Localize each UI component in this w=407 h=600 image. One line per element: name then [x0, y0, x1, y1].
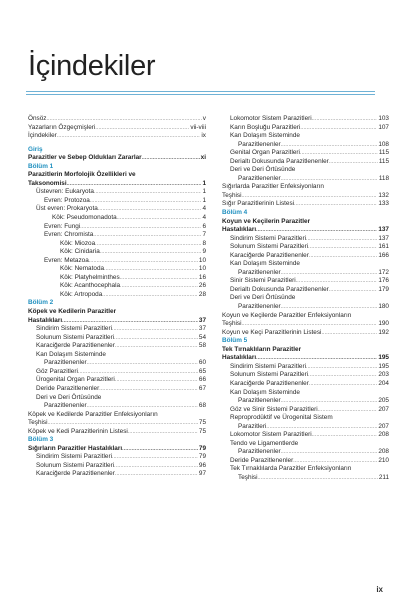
toc-leader-dots [312, 431, 378, 440]
toc-entry-title: Derialtı Dokusunda Parazitlenenler [230, 157, 329, 165]
page-number: ix [376, 585, 383, 594]
toc-entry-page: 166 [378, 251, 389, 259]
toc-leader-dots [300, 149, 378, 158]
toc-entry-title: Teşhisi [222, 191, 242, 199]
toc-entry-title: Deride Parazitlenenler [36, 384, 100, 392]
toc-entry [28, 132, 206, 141]
toc-entry-page: 58 [198, 342, 206, 350]
toc-heading-entry [222, 226, 389, 235]
toc-entry [28, 325, 206, 334]
toc-entry-title: Teşhisi [238, 473, 258, 481]
toc-leader-dots [242, 192, 378, 201]
toc-entry [28, 248, 206, 257]
toc-entry-title: Hastalıkları [222, 354, 257, 362]
toc-entry-page: 4 [202, 205, 206, 213]
toc-entry-page: 54 [198, 333, 206, 341]
title-rule-top [26, 91, 375, 92]
toc-entry-page: 132 [378, 191, 389, 199]
toc-leader-dots [48, 419, 198, 428]
toc-leader-dots [294, 200, 377, 209]
toc-entry [28, 291, 206, 300]
toc-entry [222, 269, 389, 278]
toc-left-column [28, 115, 206, 479]
toc-entry-title: Parazitlenenler [238, 303, 281, 311]
toc-part-label: Bölüm 3 [28, 436, 54, 444]
toc-leader-dots [62, 317, 198, 326]
toc-heading-entry [28, 445, 206, 454]
toc-entry-title: Sinir Sistemi Parazitleri [230, 277, 296, 285]
toc-entry [28, 231, 206, 240]
toc-entry-title: Parazitlenenler [44, 359, 87, 367]
toc-entry-page: 96 [198, 461, 206, 469]
toc-part-label: Bölüm 5 [222, 337, 248, 345]
toc-heading-line: Tek Tırnaklıların Parazitler [222, 345, 302, 353]
toc-entry [222, 371, 389, 380]
toc-entry-page: 97 [198, 470, 206, 478]
toc-entry-title: Derialtı Dokusunda Parazitlenenler [230, 285, 329, 293]
toc-entry-line: Kan Dolaşım Sisteminde [36, 350, 106, 358]
toc-part-label: Bölüm 4 [222, 209, 248, 217]
toc-leader-dots [102, 291, 198, 300]
toc-entry-title: Karaciğerde Parazitlenenler [230, 379, 309, 387]
toc-entry [222, 423, 389, 432]
toc-leader-dots [117, 214, 202, 223]
toc-entry-title: Evren: Protozoa [44, 196, 90, 204]
toc-entry-title: Karın Boşluğu Parazitleri [230, 123, 301, 131]
toc-heading-line: Köpek ve Kedilerin Parazitler [28, 308, 117, 316]
toc-entry [222, 115, 389, 124]
toc-entry-page: 9 [202, 248, 206, 256]
toc-entry-title: Hastalıkları [28, 316, 63, 324]
toc-leader-dots [242, 320, 378, 329]
toc-entry-page: 204 [378, 379, 389, 387]
toc-entry [28, 257, 206, 266]
toc-entry-page: 16 [198, 273, 206, 281]
toc-entry-line: Reproprodüktif ve Ürogenital Sistem [230, 414, 333, 422]
toc-entry-title: Parazitlenenler [238, 397, 281, 405]
toc-leader-dots [120, 274, 198, 283]
toc-entry-title: Hastalıkları [222, 226, 257, 234]
toc-entry-title: Parazitlenenler [238, 140, 281, 148]
toc-entry-title: Köpek ve Kedi Parazitlerinin Listesi [28, 427, 128, 435]
toc-entry-title: Kök: Platyhelminthes [60, 273, 120, 281]
toc-entry-page: 65 [198, 367, 206, 375]
toc-entry-title: Solunum Sistemi Parazitleri [36, 461, 115, 469]
toc-entry-title: Evren: Metazoa [44, 256, 89, 264]
toc-right-column [222, 115, 389, 483]
toc-entry-title: Teşhisi [222, 320, 242, 328]
toc-entry [28, 419, 206, 428]
toc-heading-entry [28, 317, 206, 326]
toc-entry-page: 79 [198, 444, 206, 452]
toc-entry [28, 453, 206, 462]
toc-entry-title: Lokomotor Sistem Parazitleri [230, 431, 312, 439]
toc-entry-page: 7 [202, 231, 206, 239]
toc-leader-dots [312, 115, 378, 124]
toc-entry-page: 1 [202, 179, 206, 187]
toc-leader-dots [89, 257, 198, 266]
toc-entry-page: 10 [198, 256, 206, 264]
toc-entry-page: 60 [198, 359, 206, 367]
toc-entry [28, 470, 206, 479]
toc-entry [222, 320, 389, 329]
toc-entry-page: 66 [198, 376, 206, 384]
toc-entry [222, 124, 389, 133]
toc-entry-title: Göz ve Sinir Sistemi Parazitleri [230, 405, 318, 413]
toc-entry [222, 457, 389, 466]
toc-entry-title: İçindekiler [28, 132, 57, 140]
toc-entry-page: 137 [378, 226, 389, 234]
toc-entry-title: Koyun ve Keçi Parazitlerinin Listesi [222, 328, 322, 336]
toc-entry-title: Kök: Artropoda [60, 290, 103, 298]
toc-entry-title: Karaciğerde Parazitlenenler [36, 470, 115, 478]
toc-leader-dots [115, 342, 198, 351]
toc-entry-page: 37 [198, 325, 206, 333]
toc-leader-dots [256, 354, 377, 363]
toc-entry-page: 172 [378, 268, 389, 276]
toc-entry [222, 252, 389, 261]
toc-leader-dots [46, 115, 201, 124]
toc-entry-line: Köpek ve Kedilerde Parazitler Enfeksiyonların [28, 410, 158, 418]
toc-entry-page: 6 [202, 222, 206, 230]
toc-entry-title: Lokomotor Sistem Parazitleri [230, 115, 312, 122]
toc-entry-page: 118 [378, 174, 389, 182]
toc-entry [222, 380, 389, 389]
toc-entry-title: Parazitlenenler [44, 402, 87, 410]
toc-entry-page: 103 [378, 115, 389, 122]
toc-entry-title: Solunum Sistemi Parazitleri [230, 371, 309, 379]
toc-entry [28, 265, 206, 274]
toc-entry-page: 75 [198, 419, 206, 427]
toc-entry [222, 431, 389, 440]
toc-heading-line: Parazitlerin Morfolojik Özellikleri ve [28, 171, 136, 179]
toc-entry-page: 203 [378, 371, 389, 379]
toc-entry [28, 240, 206, 249]
toc-leader-dots [93, 231, 201, 240]
toc-entry-title: Kök: Nematoda [60, 265, 105, 273]
toc-leader-dots [281, 141, 378, 150]
toc-entry-line: Tek Tırnaklılarda Parazitler Enfeksiyonların [230, 465, 352, 473]
toc-entry-title: Kök: Cinidaria [60, 248, 100, 256]
toc-entry-page: 207 [378, 405, 389, 413]
toc-entry [28, 334, 206, 343]
toc-entry-page: vii-viii [190, 123, 206, 131]
toc-leader-dots [281, 303, 378, 312]
toc-part-label: Bölüm 2 [28, 299, 54, 307]
toc-leader-dots [128, 428, 198, 437]
toc-entry [28, 342, 206, 351]
toc-leader-dots [104, 265, 198, 274]
toc-entry-title: Yazarların Özgeçmişleri [28, 123, 96, 131]
toc-leader-dots [115, 470, 198, 479]
toc-entry-page: 190 [378, 320, 389, 328]
toc-entry-page: 68 [198, 402, 206, 410]
toc-entry-line: Deri ve Deri Örtüsünde [230, 294, 296, 302]
toc-entry [28, 428, 206, 437]
toc-entry-title: Parazitler ve Sebep Oldukları Zararlar [28, 154, 142, 162]
toc-entry-line: Kan Dolaşım Sisteminde [230, 132, 300, 140]
toc-leader-dots [122, 445, 198, 454]
toc-entry-page: 1 [202, 188, 206, 196]
toc-entry-page: 37 [198, 316, 206, 324]
toc-leader-dots [266, 423, 377, 432]
toc-entry-page: v [202, 115, 206, 122]
toc-entry-page: 208 [378, 448, 389, 456]
toc-entry [222, 277, 389, 286]
toc-entry-page: 205 [378, 397, 389, 405]
toc-entry-page: 210 [378, 456, 389, 464]
toc-leader-dots [329, 286, 378, 295]
toc-leader-dots [293, 457, 377, 466]
toc-entry [28, 214, 206, 223]
toc-entry-page: 207 [378, 422, 389, 430]
toc-entry [28, 274, 206, 283]
toc-entry [28, 188, 206, 197]
toc-entry-line: Deri ve Deri Örtüsünde [230, 166, 296, 174]
toc-entry-title: Sindirim Sistemi Parazitleri [36, 453, 112, 461]
toc-leader-dots [112, 325, 198, 334]
toc-entry-title: Önsöz [28, 115, 47, 122]
toc-entry [222, 200, 389, 209]
toc-entry-title: Genital Organ Parazitleri [230, 149, 300, 157]
toc-entry-page: 1 [202, 196, 206, 204]
toc-leader-dots [281, 175, 378, 184]
toc-entry-page: 195 [378, 362, 389, 370]
toc-leader-dots [281, 448, 378, 457]
toc-entry [28, 124, 206, 133]
toc-entry-title: Karaciğerde Parazitlenenler [230, 251, 309, 259]
toc-leader-dots [308, 371, 377, 380]
toc-entry-page: 133 [378, 200, 389, 208]
toc-entry-page: 161 [378, 243, 389, 251]
toc-entry [28, 462, 206, 471]
toc-entry-title: Kök: Miozoa [60, 239, 96, 247]
toc-heading-entry [28, 154, 206, 163]
toc-entry-page: 180 [378, 303, 389, 311]
toc-leader-dots [94, 188, 202, 197]
toc-entry-line: Sığırlarda Parazitler Enfeksiyonların [222, 183, 324, 191]
toc-entry-page: 4 [202, 214, 206, 222]
toc-leader-dots [306, 363, 377, 372]
toc-leader-dots [90, 197, 202, 206]
page-title: İçindekiler [28, 50, 156, 82]
toc-entry [222, 406, 389, 415]
toc-entry-title: Evren: Chromista [44, 231, 94, 239]
toc-entry [28, 205, 206, 214]
toc-entry [222, 303, 389, 312]
toc-entry-title: Üst evren: Prokaryota [36, 205, 98, 213]
toc-leader-dots [281, 269, 378, 278]
toc-entry-title: Göz Parazitleri [36, 367, 78, 375]
toc-entry-title: Taksonomisi [28, 179, 67, 187]
toc-entry-line: Tendo ve Ligamentlerde [230, 439, 299, 447]
toc-leader-dots [296, 277, 378, 286]
toc-entry-page: 8 [202, 239, 206, 247]
toc-entry-page: 10 [198, 265, 206, 273]
toc-entry [28, 376, 206, 385]
toc-leader-dots [114, 334, 198, 343]
toc-entry [28, 115, 206, 124]
toc-entry-page: 211 [378, 473, 389, 481]
toc-entry [222, 448, 389, 457]
toc-entry [28, 385, 206, 394]
toc-entry [222, 175, 389, 184]
toc-entry-page: 179 [378, 285, 389, 293]
toc-entry-title: Solunum Sistemi Parazitleri [36, 333, 115, 341]
toc-entry-title: Sindirim Sistemi Parazitleri [230, 362, 306, 370]
toc-entry [222, 192, 389, 201]
toc-leader-dots [95, 124, 189, 133]
toc-entry [28, 282, 206, 291]
toc-heading-line: Koyun ve Keçilerin Parazitler [222, 217, 311, 225]
toc-entry-page: 208 [378, 431, 389, 439]
toc-entry-title: Parazitlenenler [238, 268, 281, 276]
toc-entry-line: Kan Dolaşım Sisteminde [230, 388, 300, 396]
toc-entry [222, 329, 389, 338]
toc-entry-title: Teşhisi [28, 419, 48, 427]
toc-entry-title: Sindirim Sistemi Parazitleri [230, 234, 306, 242]
toc-heading-entry [222, 354, 389, 363]
toc-entry [28, 359, 206, 368]
toc-entry-line: Deri ve Deri Örtüsünde [36, 393, 102, 401]
toc-entry-page: xi [200, 154, 206, 162]
toc-entry-page: 137 [378, 234, 389, 242]
toc-leader-dots [258, 474, 378, 483]
toc-entry-page: 115 [378, 149, 389, 157]
toc-leader-dots [256, 226, 377, 235]
toc-leader-dots [95, 240, 201, 249]
toc-leader-dots [87, 402, 198, 411]
toc-entry [222, 397, 389, 406]
toc-entry-page: 176 [378, 277, 389, 285]
toc-leader-dots [100, 248, 202, 257]
toc-leader-dots [115, 376, 198, 385]
toc-leader-dots [142, 154, 200, 163]
toc-entry [222, 158, 389, 167]
toc-entry-title: Üstevren: Eukaryota [36, 188, 94, 196]
toc-entry-page: 28 [198, 290, 206, 298]
toc-entry [28, 223, 206, 232]
toc-leader-dots [99, 385, 198, 394]
toc-leader-dots [112, 453, 198, 462]
toc-entry-page: 26 [198, 282, 206, 290]
toc-leader-dots [300, 124, 377, 133]
toc-entry-title: Parazitleri [238, 422, 267, 430]
toc-entry-page: 192 [378, 328, 389, 336]
toc-leader-dots [308, 243, 377, 252]
toc-entry-page: 79 [198, 453, 206, 461]
toc-entry-page: 67 [198, 384, 206, 392]
toc-entry-title: Ürogenital Organ Parazitleri [36, 376, 115, 384]
toc-entry [222, 235, 389, 244]
toc-leader-dots [281, 397, 378, 406]
toc-entry [28, 402, 206, 411]
toc-leader-dots [114, 462, 198, 471]
toc-leader-dots [57, 132, 201, 141]
toc-entry-page: 107 [378, 123, 389, 131]
toc-entry-title: Sığır Parazitlerinin Listesi [222, 200, 295, 208]
toc-leader-dots [80, 223, 201, 232]
toc-entry [222, 243, 389, 252]
toc-entry-title: Parazitlenenler [238, 174, 281, 182]
toc-leader-dots [309, 252, 377, 261]
toc-entry [222, 363, 389, 372]
title-rule-bottom [26, 94, 375, 95]
toc-entry-title: Kök: Pseudomonadota [52, 214, 117, 222]
toc-entry-title: Deride Parazitlenenler [230, 456, 294, 464]
toc-leader-dots [329, 158, 378, 167]
toc-entry-title: Evren: Fungi [44, 222, 81, 230]
toc-entry-title: Parazitlenenler [238, 448, 281, 456]
toc-entry-page: ix [201, 132, 206, 140]
toc-leader-dots [87, 359, 198, 368]
toc-entry-page: 115 [378, 157, 389, 165]
toc-leader-dots [120, 282, 198, 291]
toc-entry-title: Sindirim Sistemi Parazitleri [36, 325, 112, 333]
toc-leader-dots [98, 205, 202, 214]
toc-entry-line: Kan Dolaşım Sisteminde [230, 260, 300, 268]
toc-leader-dots [309, 380, 377, 389]
toc-part-label: Bölüm 1 [28, 162, 54, 170]
toc-entry [222, 149, 389, 158]
toc-entry [222, 141, 389, 150]
toc-entry-title: Karaciğerde Parazitlenenler [36, 342, 115, 350]
toc-entry [222, 474, 389, 483]
toc-leader-dots [306, 235, 377, 244]
toc-entry-line: Koyun ve Keçilerde Parazitler Enfeksiyonların [222, 311, 352, 319]
toc-entry-page: 195 [378, 354, 389, 362]
toc-part-label: Giriş [28, 145, 43, 153]
toc-leader-dots [321, 329, 377, 338]
toc-entry-page: 75 [198, 427, 206, 435]
toc-entry-title: Sığırların Parazitler Hastalıkları [28, 444, 123, 452]
toc-entry-page: 108 [378, 140, 389, 148]
toc-entry-title: Kök: Acanthocephala [60, 282, 121, 290]
toc-entry-title: Solunum Sistemi Parazitleri [230, 243, 309, 251]
toc-leader-dots [318, 406, 378, 415]
